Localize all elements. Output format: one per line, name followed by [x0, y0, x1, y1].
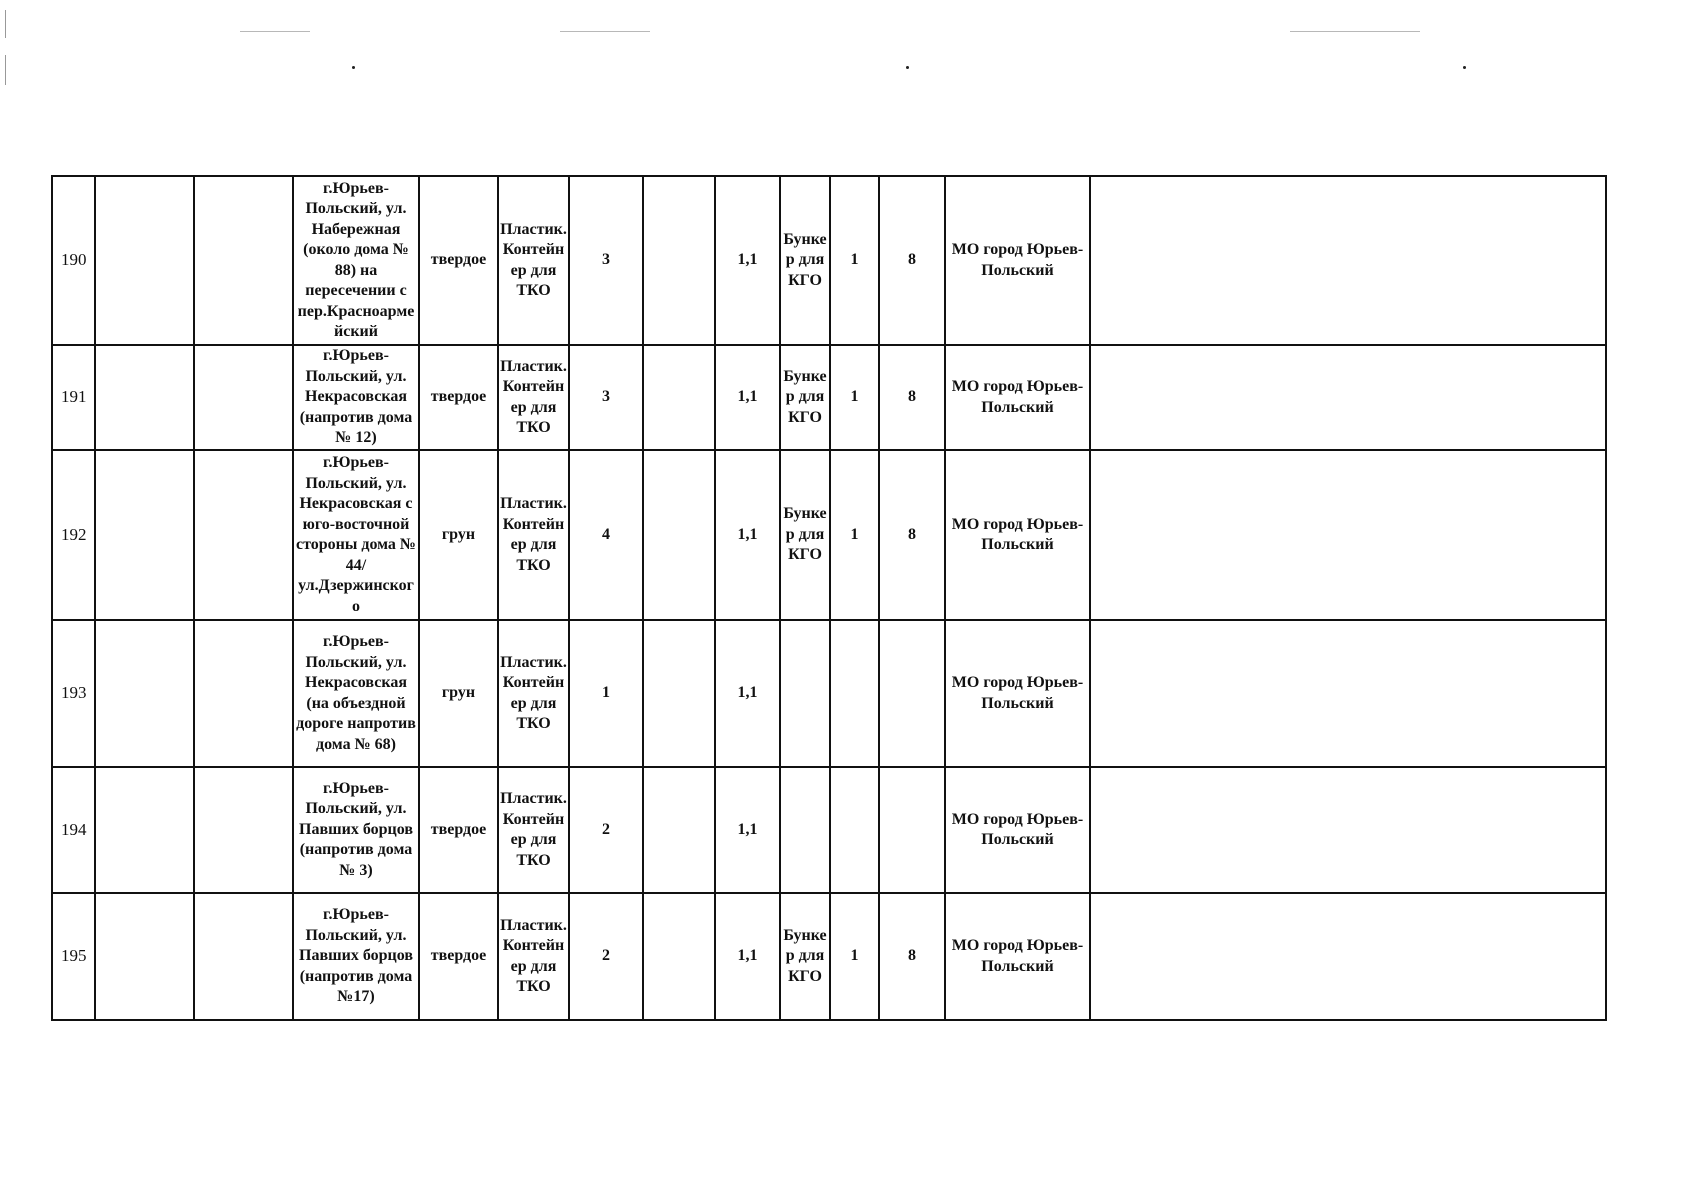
bunker-volume-cell: 8	[879, 450, 945, 620]
address-cell: г.Юрьев-Польский, ул. Набережная (около дома № 88) на пересечении с пер.Красноармейский	[293, 176, 419, 345]
owner-cell: МО город Юрьев-Польский	[945, 620, 1090, 767]
container-volume-cell: 1,1	[715, 767, 780, 893]
container-type-cell: Пластик. Контейнер для ТКО	[498, 893, 569, 1020]
row-number-cell: 191	[52, 345, 95, 450]
empty-cell	[643, 893, 715, 1020]
bunker-type-cell	[780, 767, 830, 893]
empty-cell	[95, 620, 194, 767]
surface-cell: твердое	[419, 893, 498, 1020]
bunker-count-cell: 1	[830, 893, 879, 1020]
scan-artifact-line	[240, 31, 310, 32]
empty-cell	[643, 767, 715, 893]
address-cell: г.Юрьев-Польский, ул. Павших борцов (напротив дома № 3)	[293, 767, 419, 893]
bunker-type-cell: Бункер для КГО	[780, 176, 830, 345]
table-row	[52, 893, 1606, 1020]
container-type-cell: Пластик. Контейнер для ТКО	[498, 176, 569, 345]
table-row	[52, 767, 1606, 893]
empty-cell	[194, 620, 293, 767]
empty-cell	[194, 893, 293, 1020]
owner-cell: МО город Юрьев-Польский	[945, 893, 1090, 1020]
address-cell: г.Юрьев-Польский, ул. Некрасовская (на объездной дороге напротив дома № 68)	[293, 620, 419, 767]
container-count-cell: 2	[569, 767, 643, 893]
surface-cell: твердое	[419, 767, 498, 893]
scan-artifact-dot	[1463, 66, 1466, 69]
bunker-volume-cell	[879, 620, 945, 767]
table-row	[52, 450, 1606, 620]
container-volume-cell: 1,1	[715, 620, 780, 767]
bunker-volume-cell: 8	[879, 893, 945, 1020]
table-row	[52, 176, 1606, 345]
container-count-cell: 3	[569, 176, 643, 345]
owner-cell: МО город Юрьев-Польский	[945, 345, 1090, 450]
margin-tick	[5, 55, 6, 85]
empty-cell	[643, 620, 715, 767]
empty-cell	[194, 450, 293, 620]
bunker-type-cell: Бункер для КГО	[780, 345, 830, 450]
owner-cell: МО город Юрьев-Польский	[945, 450, 1090, 620]
address-cell: г.Юрьев-Польский, ул. Павших борцов (напротив дома №17)	[293, 893, 419, 1020]
address-cell: г.Юрьев-Польский, ул. Некрасовская (напротив дома № 12)	[293, 345, 419, 450]
empty-cell	[194, 176, 293, 345]
bunker-type-cell: Бункер для КГО	[780, 450, 830, 620]
surface-cell: грун	[419, 450, 498, 620]
empty-cell	[95, 893, 194, 1020]
empty-cell	[1090, 450, 1606, 620]
row-number-cell: 195	[52, 893, 95, 1020]
bunker-volume-cell	[879, 767, 945, 893]
container-count-cell: 1	[569, 620, 643, 767]
scan-artifact-line	[1290, 31, 1420, 32]
container-type-cell: Пластик. Контейнер для ТКО	[498, 345, 569, 450]
surface-cell: грун	[419, 620, 498, 767]
surface-cell: твердое	[419, 176, 498, 345]
empty-cell	[95, 450, 194, 620]
bunker-count-cell: 1	[830, 345, 879, 450]
table-row	[52, 345, 1606, 450]
bunker-volume-cell: 8	[879, 345, 945, 450]
empty-cell	[95, 345, 194, 450]
container-volume-cell: 1,1	[715, 450, 780, 620]
margin-tick	[5, 10, 6, 38]
empty-cell	[1090, 893, 1606, 1020]
empty-cell	[643, 345, 715, 450]
scan-artifact-dot	[906, 66, 909, 69]
bunker-volume-cell: 8	[879, 176, 945, 345]
empty-cell	[95, 767, 194, 893]
empty-cell	[1090, 620, 1606, 767]
container-count-cell: 2	[569, 893, 643, 1020]
bunker-count-cell: 1	[830, 176, 879, 345]
owner-cell: МО город Юрьев-Польский	[945, 767, 1090, 893]
surface-cell: твердое	[419, 345, 498, 450]
row-number-cell: 190	[52, 176, 95, 345]
container-type-cell: Пластик. Контейнер для ТКО	[498, 450, 569, 620]
bunker-count-cell	[830, 620, 879, 767]
registry-table	[51, 175, 1607, 1021]
empty-cell	[643, 450, 715, 620]
bunker-count-cell	[830, 767, 879, 893]
address-cell: г.Юрьев-Польский, ул. Некрасовская с юго-восточной стороны дома № 44/ ул.Дзержинского	[293, 450, 419, 620]
owner-cell: МО город Юрьев-Польский	[945, 176, 1090, 345]
container-count-cell: 3	[569, 345, 643, 450]
container-count-cell: 4	[569, 450, 643, 620]
container-type-cell: Пластик. Контейнер для ТКО	[498, 620, 569, 767]
empty-cell	[1090, 767, 1606, 893]
container-volume-cell: 1,1	[715, 345, 780, 450]
empty-cell	[194, 345, 293, 450]
row-number-cell: 194	[52, 767, 95, 893]
container-volume-cell: 1,1	[715, 176, 780, 345]
row-number-cell: 192	[52, 450, 95, 620]
table-row	[52, 620, 1606, 767]
empty-cell	[1090, 345, 1606, 450]
empty-cell	[194, 767, 293, 893]
scan-artifact-line	[560, 31, 650, 32]
bunker-count-cell: 1	[830, 450, 879, 620]
container-type-cell: Пластик. Контейнер для ТКО	[498, 767, 569, 893]
empty-cell	[643, 176, 715, 345]
row-number-cell: 193	[52, 620, 95, 767]
empty-cell	[95, 176, 194, 345]
container-volume-cell: 1,1	[715, 893, 780, 1020]
bunker-type-cell	[780, 620, 830, 767]
empty-cell	[1090, 176, 1606, 345]
bunker-type-cell: Бункер для КГО	[780, 893, 830, 1020]
scan-artifact-dot	[352, 66, 355, 69]
